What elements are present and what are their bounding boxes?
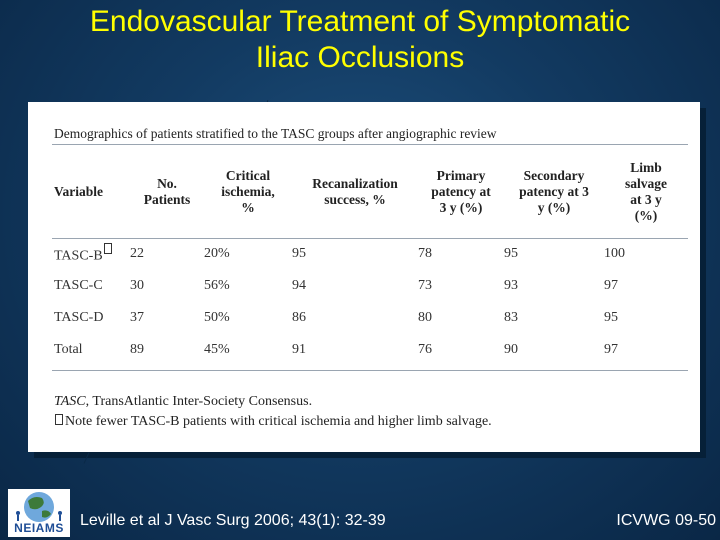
cell-patients: 37 [130,310,144,325]
cell-primary-patency: 78 [418,246,432,261]
footnote-marker-icon [104,243,112,254]
logo-text: NEIAMS [14,521,64,535]
header-variable: Variable [54,184,104,199]
cell-limb-salvage: 100 [604,246,625,261]
table-header-row [54,146,688,238]
header-critical-ischemia: Critical ischemia, % [221,168,275,215]
header-top-rule [52,144,688,145]
demographics-table [54,146,688,366]
cell-primary-patency: 80 [418,310,432,325]
cell-critical-ischemia: 56% [204,278,230,293]
cell-primary-patency: 76 [418,342,432,357]
citation: Leville et al J Vasc Surg 2006; 43(1): 32-39 [80,512,386,529]
cell-patients: 30 [130,278,144,293]
cell-variable: Total [54,342,83,357]
table-row [54,238,688,270]
footnote-note: Note fewer TASC-B patients with critical ischemia and higher limb salvage. [54,414,492,430]
cell-secondary-patency: 95 [504,246,518,261]
cell-recanalization: 94 [292,278,306,293]
cell-primary-patency: 73 [418,278,432,293]
cell-variable: TASC-C [54,278,103,293]
cell-patients: 22 [130,246,144,261]
table-card [28,102,700,452]
table-panel [40,112,690,442]
cell-critical-ischemia: 45% [204,342,230,357]
cell-limb-salvage: 97 [604,278,618,293]
table-row [54,334,688,366]
table-row [54,302,688,334]
cell-variable: TASC-B [54,238,130,270]
cell-secondary-patency: 93 [504,278,518,293]
header-no-patients: No. Patients [143,176,191,207]
table-bottom-rule [52,370,688,371]
cell-recanalization: 86 [292,310,306,325]
header-primary-patency: Primary patency at 3 y (%) [431,168,491,215]
slide-id: ICVWG 09-50 [616,512,716,529]
title-line-1: Endovascular Treatment of Symptomatic [89,5,631,38]
footnote-marker-icon [55,414,63,425]
table-caption: Demographics of patients stratified to the TASC groups after angiographic review [54,126,497,141]
neiams-logo [8,489,70,537]
slide-title [0,4,720,76]
cell-secondary-patency: 83 [504,310,518,325]
title-line-2: Iliac Occlusions [255,41,465,74]
table-row [54,270,688,302]
cell-critical-ischemia: 20% [204,246,230,261]
cell-limb-salvage: 95 [604,310,618,325]
globe-icon [8,489,70,523]
cell-limb-salvage: 97 [604,342,618,357]
cell-variable: TASC-D [54,310,104,325]
cell-critical-ischemia: 50% [204,310,230,325]
cell-secondary-patency: 90 [504,342,518,357]
header-recanalization-success: Recanalization success, % [312,176,398,207]
footnote-abbreviation: TASC, TransAtlantic Inter-Society Consensus. [54,394,313,409]
cell-recanalization: 91 [292,342,306,357]
header-limb-salvage: Limb salvage at 3 y (%) [625,160,667,223]
cell-patients: 89 [130,342,144,357]
header-secondary-patency: Secondary patency at 3 y (%) [519,168,589,215]
cell-recanalization: 95 [292,246,306,261]
